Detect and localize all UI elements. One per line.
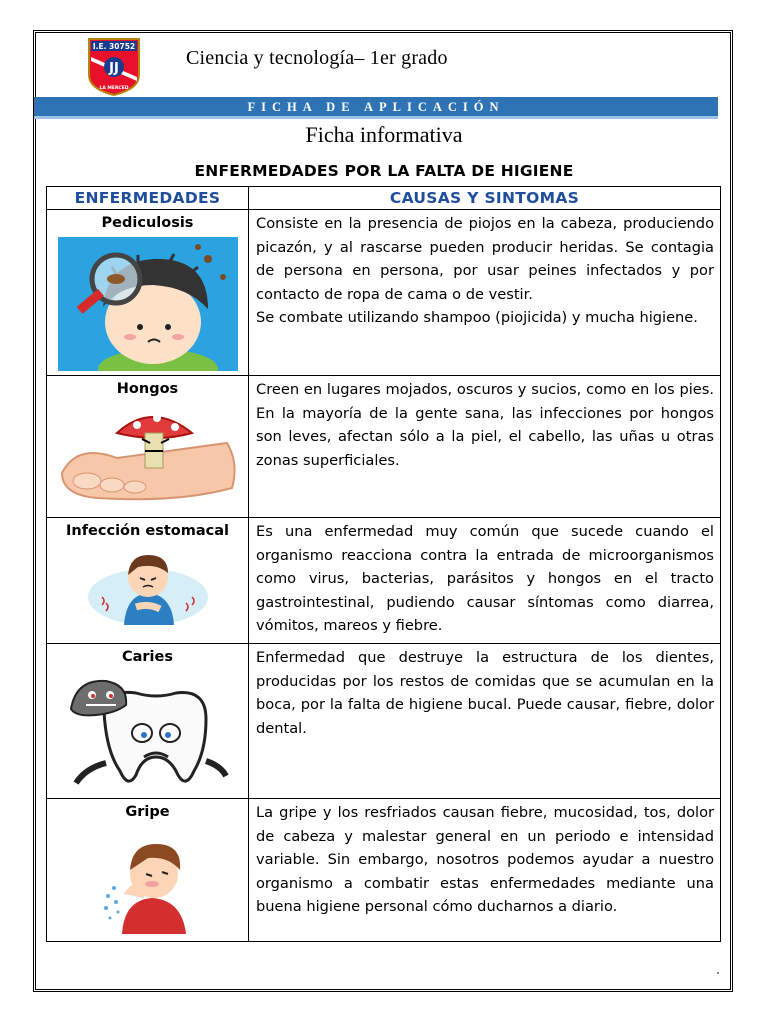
- table-row: [47, 518, 721, 644]
- description-cell: [249, 210, 721, 376]
- svg-text:JJ: JJ: [109, 61, 119, 76]
- disease-name: Infección estomacal: [66, 523, 229, 539]
- table-row: [47, 799, 721, 942]
- band-underline: [34, 116, 718, 119]
- description-cell: [249, 376, 721, 518]
- disease-cell: [47, 799, 249, 942]
- disease-cell: [47, 210, 249, 376]
- disease-name: Caries: [121, 649, 173, 665]
- disease-cell: [47, 518, 249, 644]
- page-mark: [717, 972, 719, 974]
- disease-cell: [47, 376, 249, 518]
- description-text: Es una enfermedad muy común que sucede cuando el organismo reacciona contra la entrada de microorganismos como virus, bacterias, parásitos y hongos en el tracto gastrointestinal, pudiendo causar síntomas como diarrea, vómitos, mareos y fiebre.: [256, 523, 714, 635]
- table-row: [47, 644, 721, 799]
- disease-name: Gripe: [125, 804, 170, 820]
- description-cell: [249, 644, 721, 799]
- page-title: ENFERMEDADES POR LA FALTA DE HIGIENE: [194, 162, 574, 180]
- header-causes: CAUSAS Y SINTOMAS: [249, 187, 721, 210]
- header-diseases: ENFERMEDADES: [47, 187, 249, 210]
- table-header-row: [47, 187, 721, 210]
- description-text: La gripe y los resfriados causan fiebre, mucosidad, tos, dolor de cabeza y malestar general en un periodo e intensidad variable. Sin embargo, nosotros podemos ayudar a nuestro organismo a combatir estas enfermedades mediante una buena higiene personal cómo ducharnos a diario.: [256, 804, 714, 916]
- description-text: Consiste en la presencia de piojos en la cabeza, produciendo picazón, y al rascarse pueden producir heridas. Se contagia de persona en persona, por usar peines infectados y por contacto de ropa de cama o de vestir.: [256, 215, 714, 303]
- foot-fungus-illustration: [57, 403, 239, 503]
- logo-text-top: I.E. 30752: [92, 42, 136, 51]
- sneezing-boy-illustration: [102, 826, 194, 934]
- worksheet-band: FICHA DE APLICACIÓN: [34, 97, 718, 119]
- disease-cell: [47, 644, 249, 799]
- table-row: [47, 376, 721, 518]
- table-row: [47, 210, 721, 376]
- description-cell: [249, 799, 721, 942]
- course-title: Ciencia y tecnología– 1er grado: [186, 47, 448, 69]
- description-text-2: Se combate utilizando shampoo (piojicida) y mucha higiene.: [256, 309, 698, 327]
- page-subtitle: Ficha informativa: [305, 122, 463, 147]
- logo-text-bottom: LA MERCED: [99, 86, 129, 91]
- disease-name: Hongos: [116, 381, 179, 397]
- description-text: Enfermedad que destruye la estructura de los dientes, producidas por los restos de comidas que se acumulan en la boca, por la falta de higiene bucal. Puede causar, fiebre, dolor dental.: [256, 649, 714, 737]
- description-text: Creen en lugares mojados, oscuros y sucios, como en los pies. En la mayoría de la gente sana, las infecciones por hongos son leves, afectan sólo a la piel, el cabello, las uñas u otras zonas superficiales.: [256, 381, 714, 469]
- diseases-table: [46, 186, 721, 942]
- lice-magnifier-illustration: [58, 237, 238, 371]
- school-logo: [87, 37, 141, 97]
- tooth-decay-illustration: [66, 671, 230, 795]
- disease-name: Pediculosis: [101, 215, 194, 231]
- stomach-ache-child-illustration: [86, 545, 210, 627]
- description-cell: [249, 518, 721, 644]
